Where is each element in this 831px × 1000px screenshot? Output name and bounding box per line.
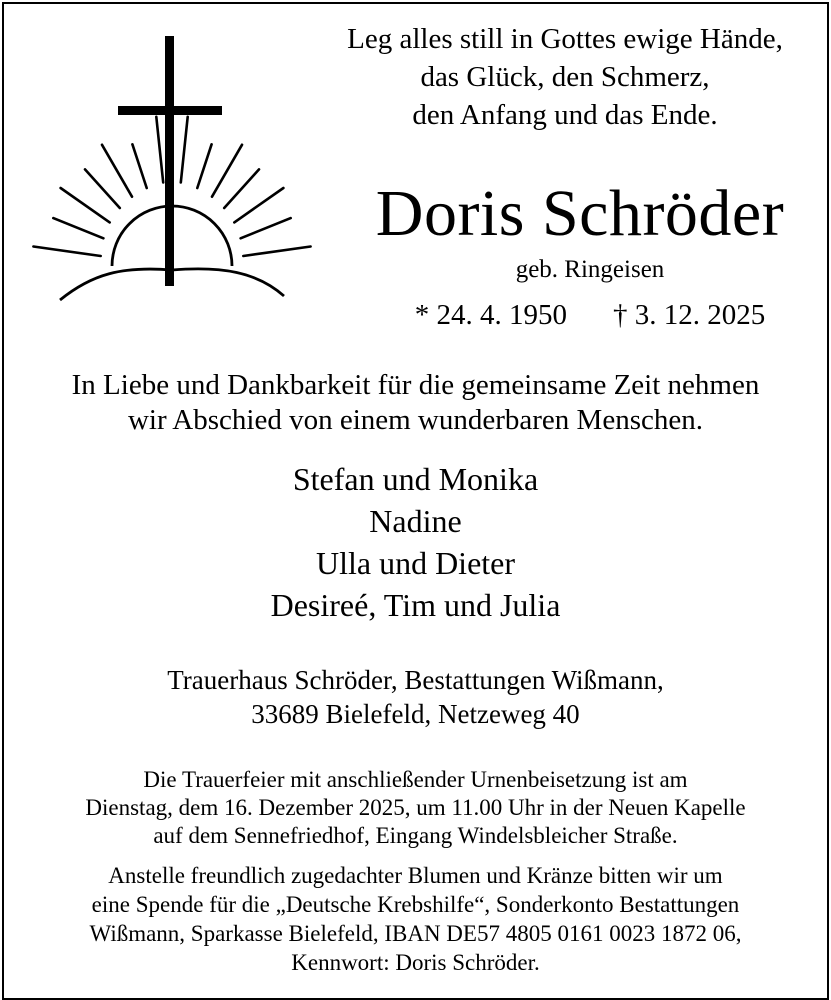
deceased-name: Doris Schröder — [375, 177, 785, 250]
poem — [300, 20, 830, 134]
sun-ray — [181, 117, 188, 183]
family-member: Nadine — [369, 503, 462, 539]
sun-ray — [132, 144, 146, 188]
mourning-house-line: Trauerhaus Schröder, Bestattungen Wißmann, — [167, 665, 664, 695]
poem-line: Leg alles still in Gottes ewige Hände, — [347, 23, 783, 55]
poem-line: den Anfang und das Ende. — [412, 99, 718, 131]
sun-ray — [53, 218, 103, 238]
sun-ray — [33, 247, 100, 257]
mourning-text — [0, 368, 831, 438]
donation-info — [0, 861, 831, 977]
donation-line: Kennwort: Doris Schröder. — [291, 950, 540, 975]
service-line: Die Trauerfeier mit anschließender Urnenbeisetzung ist am — [143, 767, 688, 792]
sun-ray — [61, 188, 110, 222]
mourning-line: In Liebe und Dankbarkeit für die gemeinsame Zeit nehmen — [71, 369, 760, 401]
sun-ray — [85, 169, 120, 208]
life-dates — [300, 298, 831, 332]
sun-ray — [234, 188, 283, 222]
sun-ray — [102, 145, 132, 197]
mourning-house-line: 33689 Bielefeld, Netzeweg 40 — [251, 699, 580, 729]
death-date: † 3. 12. 2025 — [613, 299, 766, 331]
poem-line: das Glück, den Schmerz, — [420, 61, 710, 93]
birth-name: geb. Ringeisen — [515, 256, 665, 283]
cross-sunrise-icon — [32, 34, 312, 304]
sun-ray — [197, 144, 211, 188]
birth-date: * 24. 4. 1950 — [414, 299, 567, 331]
sun-ray — [156, 117, 163, 183]
family-member: Desireé, Tim und Julia — [270, 587, 561, 623]
donation-line: eine Spende für die „Deutsche Krebshilfe“, Sonderkonto Bestattungen — [91, 892, 740, 917]
donation-line: Wißmann, Sparkasse Bielefeld, IBAN DE57 4805 0161 0023 1872 06, — [89, 921, 742, 946]
sun-ray — [241, 218, 291, 238]
family-member: Stefan und Monika — [292, 461, 539, 497]
service-line: Dienstag, dem 16. Dezember 2025, um 11.00 Uhr in der Neuen Kapelle — [85, 795, 746, 820]
sun-ray — [212, 145, 242, 197]
mourning-line: wir Abschied von einem wunderbaren Menschen. — [127, 404, 703, 436]
donation-line: Anstelle freundlich zugedachter Blumen und Kränze bitten wir um — [108, 863, 723, 888]
family-list — [0, 458, 831, 626]
mourning-house — [0, 663, 831, 731]
service-line: auf dem Sennefriedhof, Eingang Windelsbleicher Straße. — [153, 823, 678, 848]
sun-ray — [224, 169, 259, 208]
family-member: Ulla und Dieter — [315, 545, 516, 581]
service-info — [0, 766, 831, 850]
